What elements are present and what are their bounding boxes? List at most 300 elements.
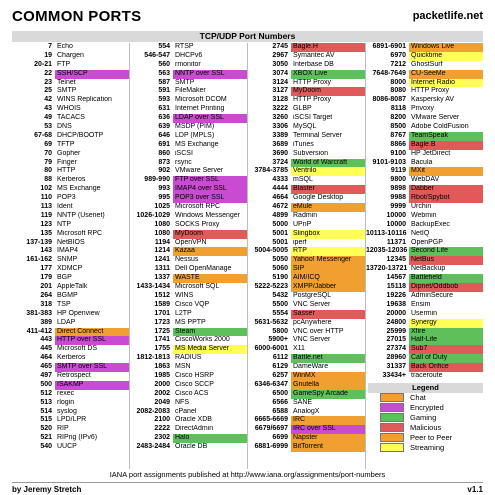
- service-name: Internet Printing: [175, 105, 225, 113]
- port-number: 12035-12036: [366, 247, 408, 255]
- port-number: 177: [40, 265, 52, 273]
- service-name: mSQL: [293, 176, 313, 184]
- port-row: [130, 443, 247, 452]
- service-name: SNMP: [57, 256, 78, 264]
- port-table: [12, 43, 483, 469]
- port-number: 3689: [272, 140, 288, 148]
- port-row: [130, 87, 247, 96]
- service-name: cPanel: [175, 407, 197, 415]
- service-name: Nessus: [175, 256, 199, 264]
- port-row: [366, 256, 483, 265]
- service-name: iTunes: [293, 140, 314, 148]
- port-row: [366, 363, 483, 372]
- port-row: [248, 114, 365, 123]
- port-number: 161-162: [26, 256, 52, 264]
- port-row: [366, 292, 483, 301]
- port-row: [12, 185, 129, 194]
- port-row: [248, 372, 365, 381]
- port-number: 10113-10116: [366, 229, 407, 237]
- port-row: [366, 221, 483, 230]
- service-name: WHOIS: [57, 105, 81, 113]
- port-row: [248, 123, 365, 132]
- port-row: [130, 319, 247, 328]
- legend-label: Gaming: [410, 412, 437, 422]
- service-name: FileMaker: [175, 87, 206, 95]
- port-row: [248, 247, 365, 256]
- port-row: [366, 185, 483, 194]
- port-row: [12, 310, 129, 319]
- port-row: [12, 399, 129, 408]
- port-row: [366, 301, 483, 310]
- service-name: RTSP: [175, 43, 194, 50]
- service-name: Telnet: [57, 78, 76, 86]
- port-row: [130, 363, 247, 372]
- port-number: 10000: [386, 211, 406, 219]
- service-name: LDAP over SSL: [173, 114, 247, 123]
- author-credit: by Jeremy Stretch: [12, 485, 82, 494]
- port-row: [130, 256, 247, 265]
- port-number: 389: [40, 318, 52, 326]
- port-row: [12, 70, 129, 79]
- port-row: [248, 292, 365, 301]
- port-number: 5631-5632: [254, 318, 288, 326]
- service-name: Sub7: [409, 345, 483, 354]
- legend-item: [380, 423, 483, 433]
- service-name: Synergy: [409, 319, 483, 328]
- site-name[interactable]: packetlife.net: [412, 10, 483, 22]
- port-number: 6000-6001: [254, 345, 288, 353]
- port-row: [248, 221, 365, 230]
- service-name: DNS: [57, 123, 72, 131]
- port-row: [248, 61, 365, 70]
- service-name: CU-SeeMe: [409, 70, 483, 79]
- service-name: Windows Messenger: [175, 211, 240, 219]
- service-name: Ensim: [411, 300, 431, 308]
- port-row: [12, 363, 129, 372]
- legend-label: Streaming: [410, 442, 445, 452]
- port-row: [12, 159, 129, 168]
- port-number: 411-412: [26, 327, 52, 335]
- port-number: 33434+: [382, 371, 406, 379]
- port-row: [12, 372, 129, 381]
- port-row: [130, 354, 247, 363]
- header: [12, 8, 483, 28]
- port-row: [366, 283, 483, 292]
- port-number: 31337: [386, 363, 406, 371]
- service-name: Usermin: [411, 309, 438, 317]
- service-name: VNC Server: [293, 300, 331, 308]
- service-name: POP3 over SSL: [173, 194, 247, 203]
- port-row: [12, 319, 129, 328]
- port-number: 6588: [272, 407, 288, 415]
- port-number: 8767: [390, 131, 406, 139]
- port-row: [130, 194, 247, 203]
- port-row: [130, 61, 247, 70]
- service-name: Cisco VQP: [175, 300, 210, 308]
- service-name: AIM/ICQ: [291, 274, 365, 283]
- port-number: 2000: [154, 380, 170, 388]
- service-name: Oracle XDB: [175, 416, 212, 424]
- port-row: [130, 230, 247, 239]
- port-number: 3127: [272, 87, 288, 95]
- port-number: 1985: [154, 371, 170, 379]
- port-row: [130, 345, 247, 354]
- service-name: Webmin: [411, 211, 437, 219]
- service-name: Ident: [57, 203, 73, 211]
- service-name: HTTP Proxy: [411, 87, 449, 95]
- footer-divider: [12, 482, 483, 483]
- port-row: [248, 96, 365, 105]
- port-row: [130, 114, 247, 123]
- port-row: [248, 443, 365, 452]
- port-number: 9119: [390, 167, 406, 175]
- page-title: COMMON PORTS: [12, 8, 142, 25]
- service-name: BackupExec: [411, 220, 450, 228]
- port-row: [130, 52, 247, 61]
- service-name: BitTorrent: [291, 443, 365, 452]
- service-name: Google Desktop: [293, 194, 344, 202]
- port-number: 2222: [154, 425, 170, 433]
- port-number: 465: [40, 363, 52, 371]
- service-name: WinMX: [291, 372, 365, 381]
- port-row: [12, 194, 129, 203]
- port-number: 563: [158, 69, 170, 77]
- port-row: [366, 336, 483, 345]
- port-number: 3260: [272, 114, 288, 122]
- port-row: [248, 105, 365, 114]
- port-row: [366, 61, 483, 70]
- service-name: Microsoft SQL: [175, 283, 220, 291]
- port-row: [366, 150, 483, 159]
- service-name: BGP: [57, 274, 72, 282]
- service-name: Microsoft RPC: [57, 229, 103, 237]
- port-row: [12, 141, 129, 150]
- port-row: [248, 176, 365, 185]
- port-number: 445: [40, 345, 52, 353]
- service-name: WINS Replication: [57, 96, 112, 104]
- legend-title: Legend: [368, 383, 483, 393]
- port-row: [366, 265, 483, 274]
- port-row: [12, 132, 129, 141]
- service-name: iperf: [293, 238, 307, 246]
- port-row: [366, 96, 483, 105]
- port-row: [366, 52, 483, 61]
- service-name: HTTP: [57, 167, 76, 175]
- port-row: [12, 434, 129, 443]
- port-number: 22: [44, 69, 52, 77]
- port-number: 7648-7649: [372, 69, 406, 77]
- service-name: MySQL: [293, 123, 317, 131]
- port-number: 5000: [272, 220, 288, 228]
- port-number: 497: [40, 371, 52, 379]
- service-name: Cisco HSRP: [175, 371, 214, 379]
- service-name: L2TP: [175, 309, 192, 317]
- port-row: [248, 274, 365, 283]
- port-number: 5222-5223: [254, 283, 288, 291]
- service-name: MS Exchange: [175, 140, 219, 148]
- port-number: 5001: [272, 238, 288, 246]
- port-row: [12, 239, 129, 248]
- port-number: 1026-1029: [136, 211, 170, 219]
- port-number: 9101-9103: [372, 158, 406, 166]
- port-number: 8500: [390, 123, 406, 131]
- service-name: Kerberos: [57, 176, 86, 184]
- port-number: 8866: [390, 140, 406, 148]
- port-row: [12, 96, 129, 105]
- service-name: BGMP: [57, 291, 78, 299]
- service-name: TSP: [57, 300, 71, 308]
- service-name: Cisco SCCP: [175, 380, 214, 388]
- port-row: [130, 212, 247, 221]
- service-name: XDMCP: [57, 265, 83, 273]
- service-name: GhostSurf: [411, 60, 443, 68]
- port-number: 5050: [272, 256, 288, 264]
- port-row: [12, 336, 129, 345]
- port-row: [130, 283, 247, 292]
- service-name: Windows Live: [409, 43, 483, 52]
- port-row: [248, 230, 365, 239]
- port-row: [12, 247, 129, 256]
- port-number: 4672: [272, 203, 288, 211]
- port-row: [130, 390, 247, 399]
- port-number: 1025: [154, 203, 170, 211]
- port-number: 67-68: [34, 131, 52, 139]
- port-row: [248, 132, 365, 141]
- port-number: 3222: [272, 105, 288, 113]
- service-name: UUCP: [57, 443, 77, 451]
- port-number: 2100: [154, 416, 170, 424]
- service-name: World of Warcraft: [291, 159, 365, 168]
- service-name: MXit: [409, 167, 483, 176]
- port-number: 19226: [386, 291, 406, 299]
- port-number: 6129: [272, 363, 288, 371]
- port-row: [366, 123, 483, 132]
- port-number: 5001: [272, 229, 288, 237]
- service-name: Subversion: [293, 149, 329, 157]
- port-row: [12, 230, 129, 239]
- service-name: XBOX Live: [291, 70, 365, 79]
- service-name: Bacula: [411, 158, 433, 166]
- service-name: syslog: [57, 407, 77, 415]
- port-row: [248, 203, 365, 212]
- port-row: [12, 274, 129, 283]
- port-number: 591: [158, 87, 170, 95]
- service-name: rexec: [57, 389, 75, 397]
- service-name: CiscoWorks 2000: [175, 336, 230, 344]
- port-number: 27015: [386, 336, 406, 344]
- service-name: Kaspersky AV: [411, 96, 455, 104]
- service-name: SIP: [291, 265, 365, 274]
- port-number: 500: [40, 380, 52, 388]
- port-number: 7212: [390, 60, 406, 68]
- port-row: [366, 345, 483, 354]
- port-row: [12, 123, 129, 132]
- port-row: [130, 372, 247, 381]
- port-row: [248, 390, 365, 399]
- service-name: MS PPTP: [175, 318, 206, 326]
- service-name: VMware Server: [411, 114, 460, 122]
- service-name: Second Life: [409, 247, 483, 256]
- port-number: 540: [40, 443, 52, 451]
- port-number: 3724: [272, 158, 288, 166]
- port-row: [248, 328, 365, 337]
- service-name: NetBus: [409, 256, 483, 265]
- legend-swatch: [380, 413, 404, 422]
- service-name: rmonitor: [175, 60, 201, 68]
- port-number: 1812-1813: [136, 354, 170, 362]
- service-name: Terminal Server: [293, 131, 343, 139]
- service-name: RTP: [291, 247, 365, 256]
- service-name: Oracle DB: [175, 443, 208, 451]
- port-row: [130, 123, 247, 132]
- port-number: 27374: [386, 345, 406, 353]
- port-number: 80: [44, 167, 52, 175]
- service-name: Gnutella: [291, 381, 365, 390]
- service-name: SMTP over SSL: [55, 363, 129, 372]
- service-name: eMule: [291, 203, 365, 212]
- port-number: 860: [158, 149, 170, 157]
- service-name: DirectAdmin: [175, 425, 214, 433]
- service-name: Echo: [57, 43, 73, 50]
- service-name: MS Exchange: [57, 185, 101, 193]
- service-name: NNTP over SSL: [173, 70, 247, 79]
- port-row: [366, 310, 483, 319]
- service-name: Internet Radio: [409, 79, 483, 88]
- port-number: 639: [158, 123, 170, 131]
- service-name: Napster: [291, 434, 365, 443]
- port-number: 546-547: [144, 51, 170, 59]
- service-name: Battle.net: [291, 354, 365, 363]
- service-name: Retrospect: [57, 371, 91, 379]
- service-name: Microsoft RPC: [175, 203, 221, 211]
- service-name: NFS: [175, 398, 189, 406]
- port-number: 6112: [272, 354, 288, 362]
- port-row: [130, 434, 247, 443]
- service-name: OpenPGP: [411, 238, 443, 246]
- port-number: 49: [44, 114, 52, 122]
- port-number: 2967: [272, 51, 288, 59]
- port-row: [130, 159, 247, 168]
- port-row: [366, 319, 483, 328]
- port-row: [12, 425, 129, 434]
- port-number: 4899: [272, 211, 288, 219]
- port-number: 2082-2083: [136, 407, 170, 415]
- legend-item: [380, 393, 483, 403]
- service-name: Xfire: [409, 328, 483, 337]
- port-number: 143: [40, 247, 52, 255]
- port-row: [12, 114, 129, 123]
- port-number: 12345: [386, 256, 406, 264]
- port-row: [130, 310, 247, 319]
- legend-item: [380, 403, 483, 413]
- legend-label: Peer to Peer: [410, 432, 453, 442]
- service-name: AdminSecure: [411, 291, 454, 299]
- port-row: [366, 159, 483, 168]
- port-row: [130, 425, 247, 434]
- service-name: TFTP: [57, 140, 75, 148]
- service-name: Kazaa: [173, 247, 247, 256]
- port-row: [248, 425, 365, 434]
- port-number: 1701: [154, 309, 170, 317]
- footer-note: IANA port assignments published at http://www.iana.org/assignments/port-numbers: [109, 470, 386, 479]
- port-number: 631: [158, 105, 170, 113]
- legend-swatch: [380, 403, 404, 412]
- port-row: [12, 79, 129, 88]
- port-number: 515: [40, 416, 52, 424]
- service-name: MS Media Server: [173, 345, 247, 354]
- legend: [366, 383, 483, 453]
- port-row: [130, 150, 247, 159]
- port-number: 5500: [272, 300, 288, 308]
- port-number: 2302: [154, 434, 170, 442]
- service-name: Kerberos: [57, 354, 86, 362]
- port-row: [366, 132, 483, 141]
- service-name: Sasser: [291, 310, 365, 319]
- port-row: [12, 354, 129, 363]
- port-row: [248, 185, 365, 194]
- port-row: [248, 167, 365, 176]
- port-number: 6500: [272, 389, 288, 397]
- port-number: 3306: [272, 123, 288, 131]
- service-name: WINS: [175, 291, 194, 299]
- service-name: FTP: [57, 60, 71, 68]
- legend-swatch: [380, 423, 404, 432]
- port-row: [12, 256, 129, 265]
- port-row: [12, 61, 129, 70]
- port-number: 9999: [390, 203, 406, 211]
- service-name: Microsoft DS: [57, 345, 98, 353]
- port-row: [248, 43, 365, 52]
- legend-item: [380, 433, 483, 443]
- port-row: [130, 132, 247, 141]
- service-name: Dipnet/Oddbob: [409, 283, 483, 292]
- service-name: Back Orifice: [409, 363, 483, 372]
- port-row: [12, 87, 129, 96]
- service-name: Quicktime: [409, 52, 483, 61]
- port-row: [366, 194, 483, 203]
- service-name: MyDoom: [173, 230, 247, 239]
- legend-swatch: [380, 393, 404, 402]
- port-number: 7: [48, 43, 52, 50]
- service-name: Interbase DB: [293, 60, 334, 68]
- port-row: [12, 150, 129, 159]
- port-row: [130, 381, 247, 390]
- service-name: PostgreSQL: [293, 291, 332, 299]
- port-row: [130, 247, 247, 256]
- service-name: POP3: [57, 194, 76, 202]
- port-row: [130, 416, 247, 425]
- port-number: 5554: [272, 309, 288, 317]
- port-number: 6881-6999: [254, 443, 288, 451]
- section-banner: TCP/UDP Port Numbers: [12, 31, 483, 42]
- port-row: [130, 274, 247, 283]
- port-number: 69: [44, 140, 52, 148]
- service-name: RIPng (IPv6): [57, 434, 98, 442]
- port-number: 5900+: [268, 336, 288, 344]
- service-name: traceroute: [411, 371, 443, 379]
- service-name: LDAP: [57, 318, 76, 326]
- port-number: 4333: [272, 176, 288, 184]
- legend-item: [380, 443, 483, 453]
- port-row: [248, 434, 365, 443]
- port-number: 8118: [390, 105, 406, 113]
- port-number: 993: [158, 185, 170, 193]
- port-row: [366, 230, 483, 239]
- port-row: [12, 52, 129, 61]
- port-column-3: [248, 43, 365, 469]
- port-number: 19638: [386, 300, 406, 308]
- port-row: [366, 141, 483, 150]
